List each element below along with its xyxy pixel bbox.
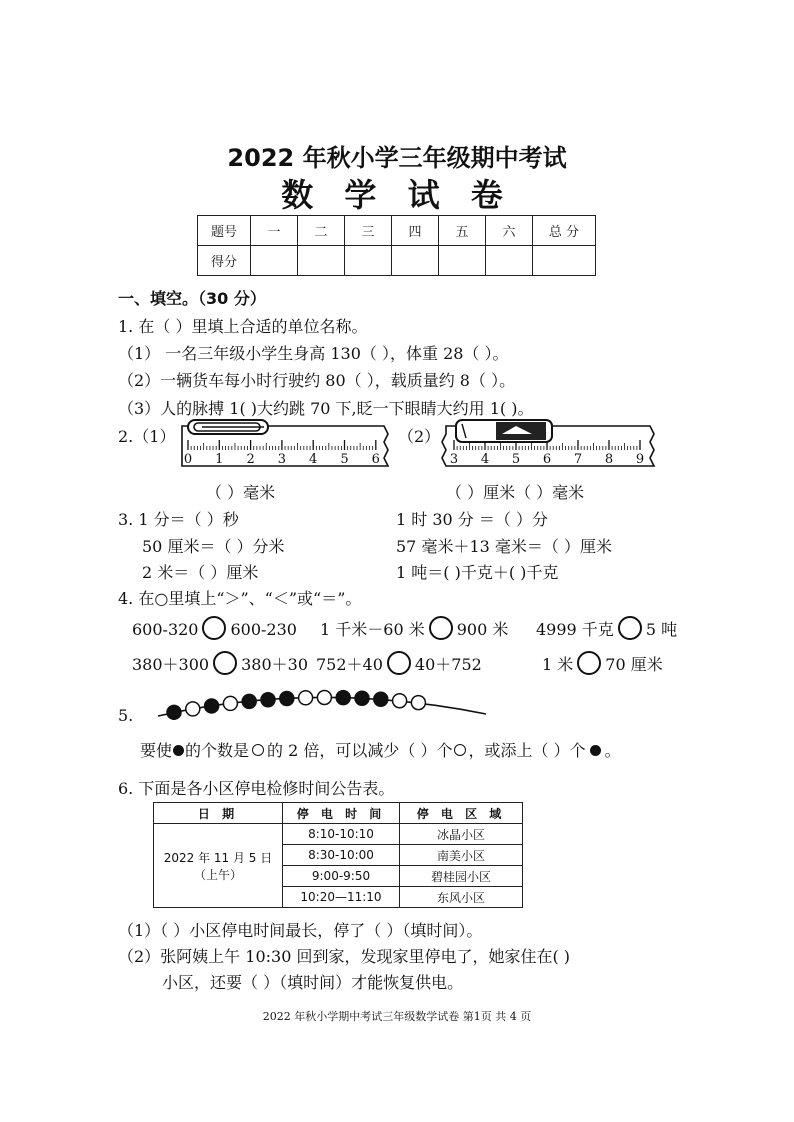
white-bead	[317, 690, 331, 704]
white-bead	[223, 696, 237, 710]
q6-question-2: （2）张阿姨上午 10:30 回到家，发现家里停电了，她家住在( )	[118, 947, 571, 966]
score-cell[interactable]	[298, 246, 345, 276]
q6-question-1: （1）（ ）小区停电时间最长，停了（ ）（填时间）。	[118, 921, 483, 940]
table-cell: 10:20—11:10	[283, 887, 400, 908]
score-col: 五	[439, 216, 486, 246]
exam-title: 2022 年秋小学三年级期中考试	[227, 144, 567, 172]
exam-subtitle: 数 学 试 卷	[281, 176, 513, 214]
white-bead	[299, 691, 313, 705]
score-col: 六	[486, 216, 533, 246]
table-cell: 8:10-10:10	[283, 824, 400, 845]
date-cell: 2022 年 11 月 5 日 （上午）	[154, 824, 283, 908]
score-cell[interactable]	[392, 246, 439, 276]
compare-circle[interactable]	[387, 651, 411, 675]
table-header: 停 电 时 间	[283, 803, 400, 824]
score-cell[interactable]	[345, 246, 392, 276]
score-cell[interactable]	[251, 246, 298, 276]
compare-circle[interactable]	[213, 651, 237, 675]
compare-circle[interactable]	[429, 616, 453, 640]
paperclip-icon	[188, 420, 268, 434]
white-bead	[411, 696, 425, 710]
white-bead	[393, 694, 407, 708]
score-row-label: 得分	[198, 246, 251, 276]
compare-circle[interactable]	[618, 616, 642, 640]
q3-item: 2 米＝（ ）厘米	[142, 563, 259, 582]
compare-item: 380＋300 380＋30	[132, 651, 308, 675]
q3-item: 57 毫米＋13 毫米＝（ ）厘米	[396, 537, 612, 556]
table-header: 停 电 区 域	[400, 803, 523, 824]
score-col: 一	[251, 216, 298, 246]
ruler-tick-label: 4	[480, 452, 490, 467]
table-header: 日 期	[154, 803, 283, 824]
q5-text: 要使 的个数是 的 2 倍，可以减少（ ）个 ，或添上（ ）个 。	[140, 741, 621, 760]
bead-string	[156, 686, 490, 720]
table-cell: 东风小区	[400, 887, 523, 908]
ruler-tick-label: 2	[246, 452, 255, 467]
ruler-tick-label: 7	[573, 452, 583, 467]
black-bead	[336, 691, 350, 705]
compare-circle[interactable]	[202, 616, 226, 640]
ruler-tick-label: 5	[340, 452, 349, 467]
ruler-tick-label: 6	[371, 452, 380, 467]
table-cell: 8:30-10:00	[283, 845, 400, 866]
compare-item: 752＋40 40＋752	[316, 651, 482, 675]
q6-question-2-cont: 小区，还要（ ）（填时间）才能恢复供电。	[162, 973, 464, 992]
score-col: 二	[298, 216, 345, 246]
score-table	[197, 215, 596, 276]
ruler-tick-label: 9	[635, 452, 645, 467]
score-col-total: 总 分	[533, 216, 596, 246]
q3-item: 1 吨＝( )千克＋( )千克	[396, 563, 559, 582]
score-cell[interactable]	[486, 246, 533, 276]
white-bead	[186, 702, 200, 716]
compare-item: 4999 千克 5 吨	[536, 616, 677, 640]
black-bead	[261, 693, 275, 707]
score-row-label: 题号	[198, 216, 251, 246]
black-bead-icon	[590, 745, 601, 756]
q3-item: 50 厘米＝（ ）分米	[142, 537, 285, 556]
compare-item: 1 千米－60 米 900 米	[320, 616, 508, 640]
table-cell: 南美小区	[400, 845, 523, 866]
black-bead	[374, 692, 388, 706]
q2-answer-1: （ ）毫米	[206, 483, 276, 502]
eraser-icon	[456, 420, 552, 442]
q1-item: （2）一辆货车每小时行驶约 80（ ），载质量约 8（ ）。	[118, 371, 516, 390]
q2-label-2: （2）	[398, 427, 441, 446]
q1-stem: 1. 在（ ）里填上合适的单位名称。	[118, 317, 368, 336]
score-cell[interactable]	[533, 246, 596, 276]
score-cell[interactable]	[439, 246, 486, 276]
table-cell: 9:00-9:50	[283, 866, 400, 887]
ruler-tick-label: 3	[277, 452, 287, 467]
q4-stem: 4. 在○里填上“＞”、“＜”或“＝”。	[118, 589, 362, 608]
ruler-tick-label: 4	[309, 452, 318, 467]
table-cell: 冰晶小区	[400, 824, 523, 845]
outage-table	[153, 802, 523, 908]
page-footer: 2022 年秋小学期中考试三年级数学试卷 第1页 共 4 页	[262, 1010, 532, 1023]
ruler-tick-label: 6	[542, 452, 552, 467]
black-bead	[355, 691, 369, 705]
score-col: 四	[392, 216, 439, 246]
section-heading: 一、填空。（30 分）	[118, 289, 266, 308]
q1-item: （3）人的脉搏 1( )大约跳 70 下,眨一下眼睛大约用 1( )。	[118, 399, 534, 418]
ruler1-labels	[178, 452, 394, 470]
q3-item: 1 时 30 分 ＝（ ）分	[396, 510, 548, 529]
ruler-ticks	[188, 440, 376, 450]
q2-answer-2: （ ）厘米（ ）毫米	[446, 483, 585, 502]
table-cell: 碧桂园小区	[400, 866, 523, 887]
q5-label: 5.	[118, 706, 134, 725]
black-bead	[167, 705, 181, 719]
q6-stem: 6. 下面是各小区停电检修时间公告表。	[118, 779, 395, 798]
ruler-tick-label: 0	[183, 452, 193, 467]
compare-item: 600-320 600-230	[132, 616, 297, 640]
compare-item: 1 米 70 厘米	[542, 651, 663, 675]
beads	[167, 690, 425, 719]
compare-circle[interactable]	[577, 651, 601, 675]
black-bead	[280, 692, 294, 706]
ruler2-labels	[436, 452, 660, 470]
ruler-tick-label: 3	[449, 452, 459, 467]
white-bead-icon	[252, 744, 264, 756]
white-bead-icon	[454, 744, 466, 756]
ruler-tick-label: 1	[215, 452, 224, 467]
q1-item: （1） 一名三年级小学生身高 130（ ），体重 28（ ）。	[118, 344, 509, 363]
black-bead-icon	[173, 745, 184, 756]
ruler-tick-label: 5	[511, 452, 521, 467]
black-bead	[205, 699, 219, 713]
ruler-tick-label: 8	[604, 452, 614, 467]
q2-label: 2.（1）	[118, 427, 176, 446]
black-bead	[242, 694, 256, 708]
score-col: 三	[345, 216, 392, 246]
q3-item: 3. 1 分＝（ ）秒	[118, 510, 239, 529]
